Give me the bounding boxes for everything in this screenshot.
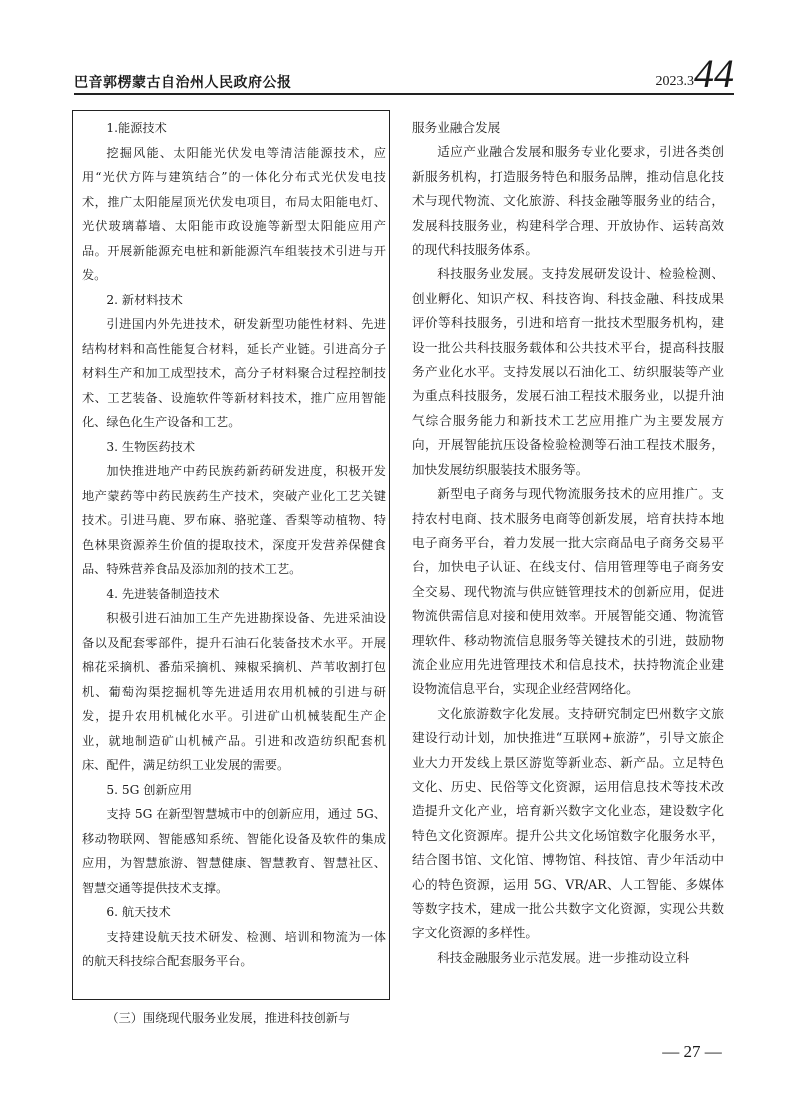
section-text-aerospace: 支持建设航天技术研发、检测、培训和物流为一体的航天科技综合配套服务平台。 xyxy=(82,929,386,968)
right-column xyxy=(412,116,724,970)
section-text-5g: 支持 5G 在新型智慧城市中的创新应用，通过 5G、移动物联网、智能感知系统、智能化设备及软件的集成应用，为智慧旅游、智慧健康、智慧教育、智慧社区、智慧交通等提供技术支撑。 xyxy=(82,807,386,895)
section-heading-energy: 1.能源技术 xyxy=(106,121,167,135)
section-heading-services: （三）围绕现代服务业发展，推进科技创新与 xyxy=(106,1011,351,1025)
page-number: — 27 — xyxy=(662,1042,722,1061)
section-text-energy: 挖掘风能、太阳能光伏发电等清洁能源技术，应用“光伏方阵与建筑结合”的一体化分布式光伏发电技术，推广太阳能屋顶光伏发电项目，布局太阳能电灯、光伏玻璃幕墙、太阳能市政设施等新型太阳能应用产品。开展新能源充电桩和新能源汽车组装技术引进与开发。 xyxy=(82,145,386,282)
left-column xyxy=(82,116,386,974)
section-heading-aerospace: 6. 航天技术 xyxy=(106,905,171,919)
issue-date: 2023.3 xyxy=(655,74,694,89)
section-heading-biomedicine: 3. 生物医药技术 xyxy=(106,439,196,454)
page-header xyxy=(74,51,734,96)
section-text-equipment: 积极引进石油加工生产先进勘探设备、先进采油设备以及配套零部件，提升石油石化装备技术水平。开展棉花采摘机、番茄采摘机、辣椒采摘机、芦苇收割打包机、葡萄沟渠挖掘机等先进适用农用机械的引进与研发，提升农用机械化水平。引进矿山机械装配生产企业，就地制造矿山机械产品。引进和改造纺织配套机床、配件，满足纺织工业发展的需要。 xyxy=(82,611,386,772)
header-rule xyxy=(74,93,734,95)
paragraph-tech-finance: 科技金融服务业示范发展。进一步推动设立科 xyxy=(437,949,690,965)
section-text-biomedicine: 加快推进地产中药民族药新药研发进度，积极开发地产蒙药等中药民族药生产技术，突破产业化工艺关键技术。引进马鹿、罗布麻、骆驼蓬、香梨等动植物、特色林果资源养生价值的提取技术，深度开发营养保健食品、特殊营养食品及添加剂的技术工艺。 xyxy=(82,464,386,576)
section-heading-5g: 5. 5G 创新应用 xyxy=(106,782,193,797)
issue-number: 44 xyxy=(694,51,734,96)
heading-continuation: 服务业融合发展 xyxy=(412,120,501,135)
paragraph-culture-tourism: 文化旅游数字化发展。支持研究制定巴州数字文旅建设行动计划，加快推进“互联网+旅游”，引导文旅企业大力开发线上景区游览等新业态、新产品。立足特色文化、历史、民俗等文化资源，运用信息技术等技术改造提升文化产业，培育新兴数字文化业态，建设数字化特色文化资源库。提升公共文化场馆数字化服务水平，结合图书馆、文化馆、博物馆、科技馆、青少年活动中心的特色资源，运用 5G、VR/AR、人工智能、多媒体等数字技术，建成一批公共数字文化资源，实现公共数字文化资源的多样性。 xyxy=(412,705,724,941)
section-heading-equipment: 4. 先进装备制造技术 xyxy=(106,586,220,601)
section-heading-materials: 2. 新材料技术 xyxy=(106,292,183,307)
publication-title: 巴音郭楞蒙古自治州人民政府公报 xyxy=(74,75,292,91)
paragraph-intro: 适应产业融合发展和服务专业化要求，引进各类创新服务机构，打造服务特色和服务品牌，推动信息化技术与现代物流、文化旅游、科技金融等服务业的结合，发展科技服务业，构建科学合理、开放协作、运转高效的现代科技服务体系。 xyxy=(412,144,724,258)
paragraph-tech-services: 科技服务业发展。支持发展研发设计、检验检测、创业孵化、知识产权、科技咨询、科技金融、科技成果评价等科技服务，引进和培育一批技术型服务机构，建设一批公共科技服务载体和公共技术平台，提高科技服务产业化水平。支持发展以石油化工、纺织服装等产业为重点科技服务，发展石油工程技术服务业，以提升油气综合服务能力和新技术工艺应用推广为主要发展方向，开展智能抗压设备检验检测等石油工程技术服务，加快发展纺织服装技术服务等。 xyxy=(412,266,724,477)
section-text-materials: 引进国内外先进技术，研发新型功能性材料、先进结构材料和高性能复合材料，延长产业链。引进高分子材料生产和加工成型技术，高分子材料聚合过程控制技术、工艺装备、设施软件等新材料技术，推广应用智能化、绿色化生产设备和工艺。 xyxy=(82,317,386,429)
paragraph-ecommerce-logistics: 新型电子商务与现代物流服务技术的应用推广。支持农村电商、技术服务电商等创新发展，培育扶持本地电子商务平台，着力发展一批大宗商品电子商务交易平台，加快电子认证、在线支付、信用管理等电子商务安全交易、现代物流与供应链管理技术的创新应用，促进物流供需信息对接和使用效率。开展智能交通、物流管理软件、移动物流信息服务等关键技术的引进，鼓励物流企业应用先进管理技术和信息技术，扶持物流企业建设物流信息平台，实现企业经营网络化。 xyxy=(412,486,724,697)
